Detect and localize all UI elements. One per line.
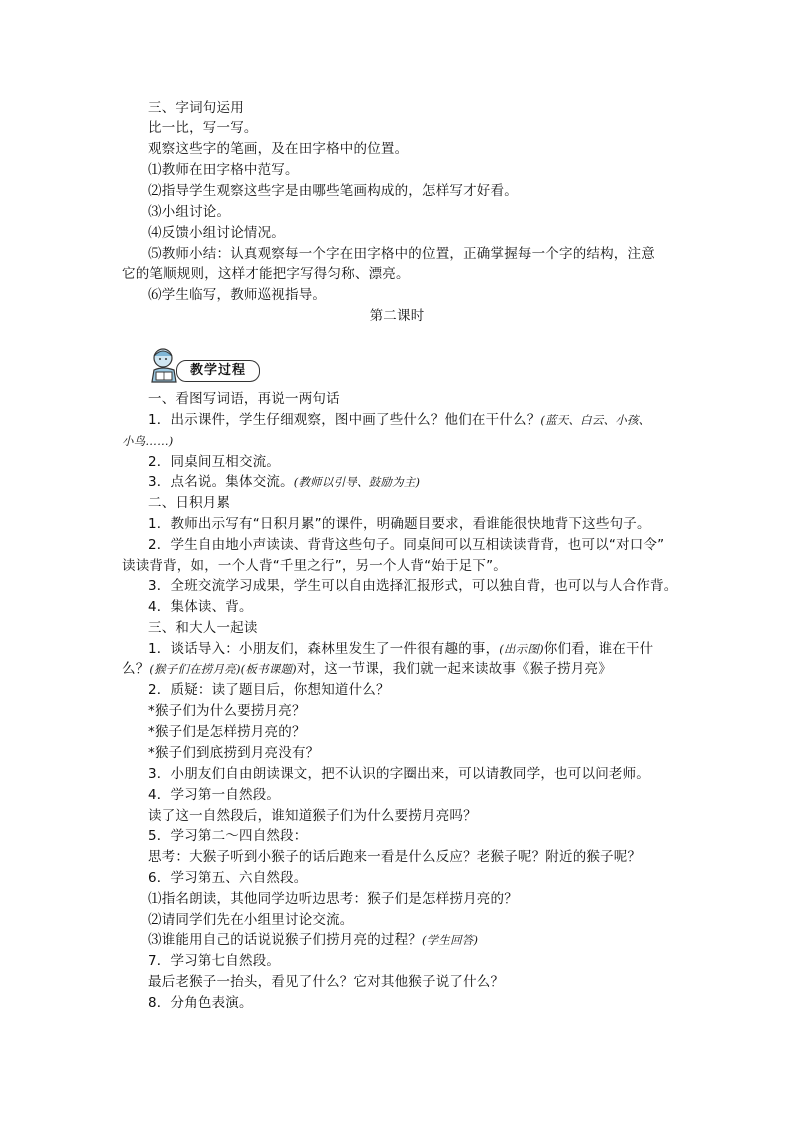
step-line: ⑵指导学生观察这些字是由哪些笔画构成的，怎样写才好看。 (148, 183, 518, 199)
step-text: 对，这一节课，我们就一起来读故事《猴子捞月亮》 (296, 661, 612, 677)
question-line: 思考：大猴子听到小猴子的话后跑来一看是什么反应？老猴子呢？附近的猴子呢？ (148, 849, 642, 865)
step-text: ⑶谁能用自己的话说说猴子们捞月亮的过程？ (148, 932, 422, 948)
step-text: 3．点名说。集体交流。 (148, 474, 294, 490)
step-line: ⑴教师在田字格中范写。 (148, 162, 299, 178)
step-line: 3．小朋友们自由朗读课文，把不认识的字圈出来，可以请教同学，也可以问老师。 (148, 766, 650, 782)
question-line: *猴子们到底捞到月亮没有？ (148, 745, 320, 761)
question-line: 最后老猴子一抬头，看见了什么？它对其他猴子说了什么？ (148, 974, 505, 990)
step-text: 你们看，谁在干什 (543, 641, 654, 657)
step-line: 8．分角色表演。 (148, 995, 253, 1011)
step-line: 5．学习第二～四自然段： (148, 828, 308, 844)
step-line (148, 639, 653, 659)
step-line: 7．学习第七自然段。 (148, 953, 281, 969)
teacher-note: (教师以引导、鼓励为主) (293, 475, 421, 489)
question-line: *猴子们为什么要捞月亮？ (148, 703, 306, 719)
step-line: 4．集体读、背。 (148, 599, 253, 615)
step-line (148, 472, 420, 492)
step-line: ⑹学生临写，教师巡视指导。 (148, 287, 327, 303)
teaching-process-badge: 教学过程 (176, 360, 260, 382)
step-line-continued: 读读背背，如，一个人背“千里之行”，另一个人背“始于足下”。 (122, 558, 507, 574)
teacher-note: (学生回答) (422, 933, 479, 947)
step-text: 1．谈话导入：小朋友们，森林里发生了一件很有趣的事， (148, 641, 500, 657)
teacher-note: (蓝天、白云、小孩、 (540, 413, 651, 427)
instruction-line: 比一比，写一写。 (148, 120, 258, 136)
step-line: ⑵请同学们先在小组里讨论交流。 (148, 912, 354, 928)
teacher-note: 小鸟……) (122, 434, 174, 448)
step-text: 么？ (122, 661, 150, 677)
lesson-title: 第二课时 (369, 308, 425, 324)
instruction-line: 观察这些字的笔画，及在田字格中的位置。 (148, 141, 409, 157)
section-heading: 二、日积月累 (148, 495, 231, 511)
step-line: 3．全班交流学习成果，学生可以自由选择汇报形式，可以独自背，也可以与人合作背。 (148, 578, 678, 594)
step-line: 2．同桌间互相交流。 (148, 454, 281, 470)
section-heading: 一、看图写词语，再说一两句话 (148, 391, 340, 407)
question-line: 读了这一自然段后，谁知道猴子们为什么要捞月亮吗？ (148, 808, 477, 824)
step-line: 6．学习第五、六自然段。 (148, 870, 308, 886)
teacher-note: (猴子们在捞月亮)(板书课题) (149, 662, 297, 676)
section-heading: 三、和大人一起读 (148, 620, 258, 636)
section-heading: 三、字词句运用 (148, 100, 244, 116)
step-line-continued (122, 659, 612, 679)
step-line-continued: 它的笔顺规则，这样才能把字写得匀称、漂亮。 (122, 266, 410, 282)
teacher-note: (出示图) (499, 642, 544, 656)
step-line: 2．学生自由地小声读读、背背这些句子。同桌间可以互相读读背背，也可以“对口令” (148, 537, 665, 553)
step-line: ⑴指名朗读，其他同学边听边思考：猴子们是怎样捞月亮的？ (148, 891, 518, 907)
step-line: ⑸教师小结：认真观察每一个字在田字格中的位置，正确掌握每一个字的结构，注意 (148, 246, 655, 262)
question-line: *猴子们是怎样捞月亮的？ (148, 724, 306, 740)
step-line (148, 410, 650, 430)
step-line (148, 930, 478, 950)
step-line: ⑶小组讨论。 (148, 204, 231, 220)
step-line: 1．教师出示写有“日积月累”的课件，明确题目要求，看谁能很快地背下这些句子。 (148, 516, 651, 532)
step-text: 1．出示课件，学生仔细观察，图中画了些什么？他们在干什么？ (148, 412, 541, 428)
step-line: ⑷反馈小组讨论情况。 (148, 225, 285, 241)
step-line: 4．学习第一自然段。 (148, 787, 281, 803)
step-line: 2．质疑：读了题目后，你想知道什么？ (148, 682, 390, 698)
